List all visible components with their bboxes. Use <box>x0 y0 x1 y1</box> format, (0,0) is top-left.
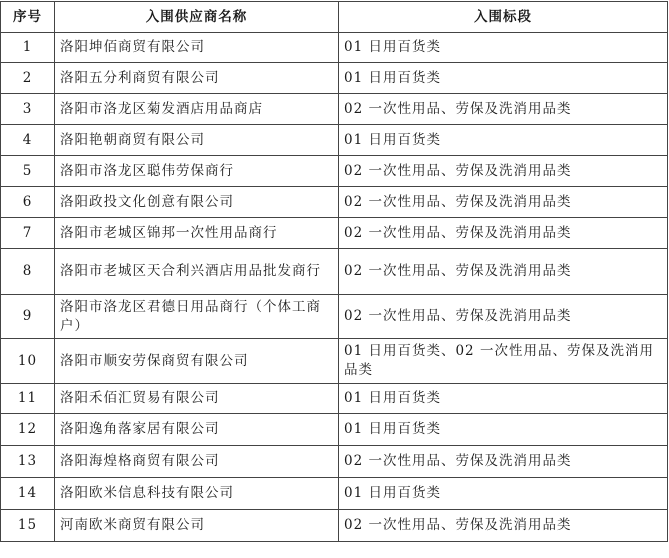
row-index: 14 <box>1 478 55 510</box>
lot-name: 01 日用百货类 <box>339 478 668 510</box>
row-index: 10 <box>1 339 55 384</box>
supplier-name: 洛阳禾佰汇贸易有限公司 <box>55 384 339 414</box>
lot-name: 01 日用百货类 <box>339 384 668 414</box>
table-row <box>1 249 668 295</box>
row-index: 8 <box>1 249 55 295</box>
supplier-name: 洛阳市洛龙区菊发酒店用品商店 <box>55 94 339 125</box>
row-index: 7 <box>1 218 55 249</box>
supplier-name: 洛阳市洛龙区聪伟劳保商行 <box>55 156 339 187</box>
lot-name: 02 一次性用品、劳保及洗消用品类 <box>339 510 668 542</box>
table-header-row <box>1 2 668 33</box>
lot-name: 02 一次性用品、劳保及洗消用品类 <box>339 156 668 187</box>
row-index: 15 <box>1 510 55 542</box>
table-row <box>1 414 668 446</box>
row-index: 2 <box>1 63 55 94</box>
supplier-name: 洛阳市老城区天合利兴酒店用品批发商行 <box>55 249 339 295</box>
row-index: 3 <box>1 94 55 125</box>
table-row <box>1 218 668 249</box>
lot-name: 02 一次性用品、劳保及洗消用品类 <box>339 295 668 339</box>
supplier-name: 洛阳政投文化创意有限公司 <box>55 187 339 218</box>
lot-name: 01 日用百货类 <box>339 33 668 63</box>
table-row <box>1 510 668 542</box>
supplier-name: 洛阳市老城区锦邦一次性用品商行 <box>55 218 339 249</box>
header-index: 序号 <box>1 2 55 33</box>
table-row <box>1 125 668 156</box>
supplier-name: 洛阳艳朝商贸有限公司 <box>55 125 339 156</box>
table-row <box>1 94 668 125</box>
table-row <box>1 384 668 414</box>
row-index: 13 <box>1 446 55 478</box>
row-index: 11 <box>1 384 55 414</box>
table-row <box>1 339 668 384</box>
lot-name: 01 日用百货类 <box>339 63 668 94</box>
lot-name: 02 一次性用品、劳保及洗消用品类 <box>339 218 668 249</box>
row-index: 12 <box>1 414 55 446</box>
row-index: 9 <box>1 295 55 339</box>
row-index: 1 <box>1 33 55 63</box>
row-index: 6 <box>1 187 55 218</box>
row-index: 5 <box>1 156 55 187</box>
header-lot: 入围标段 <box>339 2 668 33</box>
supplier-name: 洛阳欧米信息科技有限公司 <box>55 478 339 510</box>
table-row <box>1 295 668 339</box>
supplier-name: 洛阳坤佰商贸有限公司 <box>55 33 339 63</box>
lot-name: 01 日用百货类、02 一次性用品、劳保及洗消用品类 <box>339 339 668 384</box>
supplier-name: 洛阳海煌格商贸有限公司 <box>55 446 339 478</box>
lot-name: 02 一次性用品、劳保及洗消用品类 <box>339 446 668 478</box>
supplier-table <box>0 1 668 542</box>
supplier-name: 洛阳市顺安劳保商贸有限公司 <box>55 339 339 384</box>
table-row <box>1 187 668 218</box>
row-index: 4 <box>1 125 55 156</box>
table-row <box>1 63 668 94</box>
table-row <box>1 156 668 187</box>
lot-name: 02 一次性用品、劳保及洗消用品类 <box>339 249 668 295</box>
lot-name: 02 一次性用品、劳保及洗消用品类 <box>339 94 668 125</box>
header-supplier-name: 入围供应商名称 <box>55 2 339 33</box>
supplier-name: 河南欧米商贸有限公司 <box>55 510 339 542</box>
supplier-name: 洛阳五分利商贸有限公司 <box>55 63 339 94</box>
supplier-name: 洛阳市洛龙区君德日用品商行（个体工商户） <box>55 295 339 339</box>
lot-name: 01 日用百货类 <box>339 125 668 156</box>
table-row <box>1 478 668 510</box>
lot-name: 01 日用百货类 <box>339 414 668 446</box>
supplier-name: 洛阳逸角落家居有限公司 <box>55 414 339 446</box>
table-row <box>1 446 668 478</box>
table-row <box>1 33 668 63</box>
lot-name: 02 一次性用品、劳保及洗消用品类 <box>339 187 668 218</box>
table-body <box>1 33 668 542</box>
